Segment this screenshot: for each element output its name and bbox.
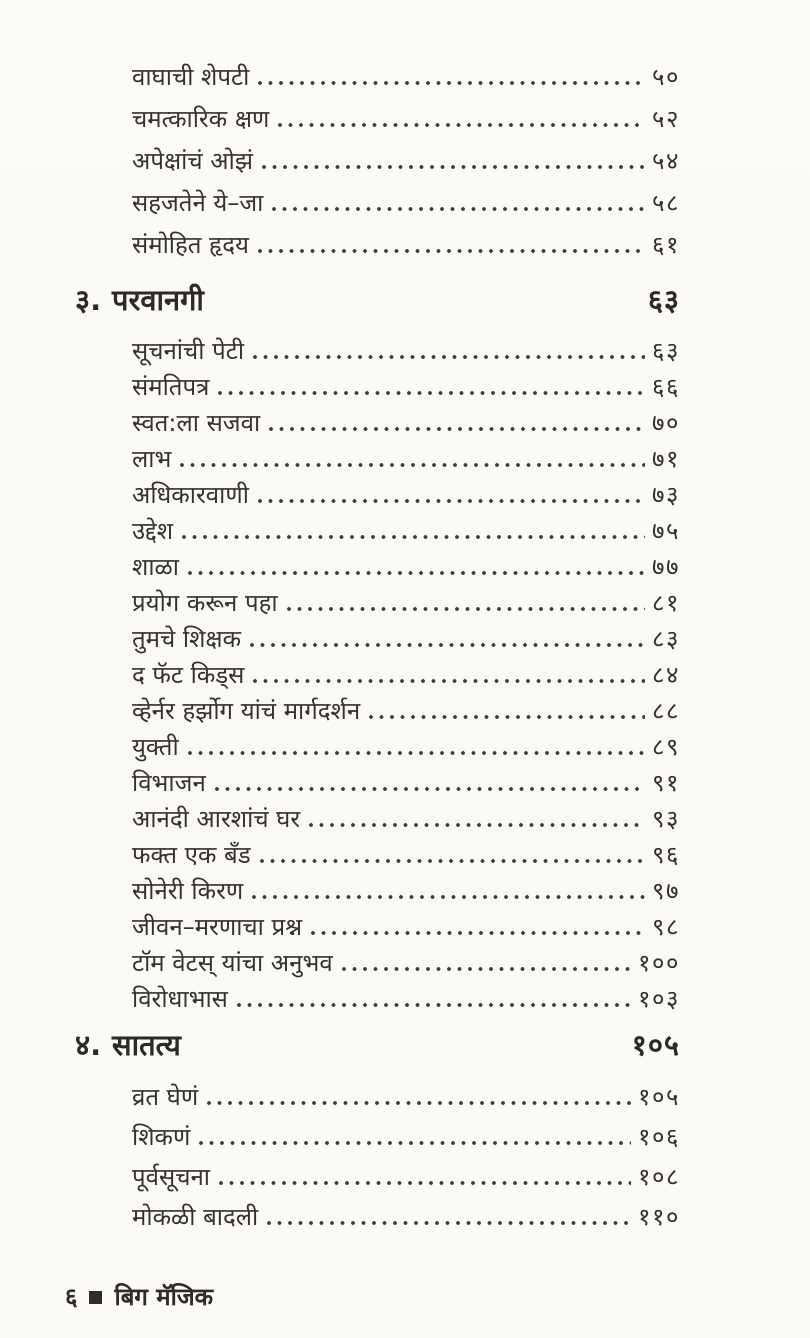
dot-leader	[250, 643, 645, 647]
page-footer	[65, 1283, 213, 1311]
toc-entry-title: पूर्वसूचना	[132, 1163, 210, 1191]
toc-entry	[132, 873, 680, 909]
toc-entry-title: व्हेर्नर हर्झोग यांचं मार्गदर्शन	[132, 697, 361, 725]
toc-entry-page-number: ७१	[652, 445, 680, 473]
dot-leader	[215, 787, 645, 791]
toc-entry-page-number: १०३	[638, 985, 680, 1013]
toc-section-entries	[132, 333, 680, 1017]
toc-entry	[132, 224, 680, 266]
toc-entry-title: वाघाची शेपटी	[132, 63, 250, 91]
toc-entry-page-number: ८३	[652, 625, 680, 653]
toc-entry	[132, 140, 680, 182]
toc-entry	[132, 1157, 680, 1197]
dot-leader	[258, 249, 645, 253]
toc-entry-page-number: ९१	[652, 769, 680, 797]
toc-entry	[132, 693, 680, 729]
toc-entry-page-number: ९७	[652, 877, 680, 905]
toc-entry-page-number: १०६	[638, 1123, 680, 1151]
dot-leader	[219, 1181, 631, 1185]
toc-entry-title: स्वत:ला सजवा	[132, 409, 261, 437]
dot-leader	[252, 895, 645, 899]
toc-entry	[132, 98, 680, 140]
chapter-page-number: ६३	[647, 283, 680, 317]
toc-entry-title: युक्ती	[132, 733, 179, 761]
dot-leader	[267, 1221, 631, 1225]
toc-entry-title: अधिकारवाणी	[132, 481, 249, 509]
dot-leader	[342, 967, 631, 971]
toc-entry-page-number: ८४	[652, 661, 680, 689]
chapter-number: ४.	[75, 1028, 102, 1062]
toc-section-entries	[132, 1077, 680, 1237]
toc-entry	[132, 1077, 680, 1117]
footer-page-number: ६	[65, 1283, 78, 1311]
dot-leader	[278, 123, 645, 127]
toc-entry-title: विरोधाभास	[132, 985, 228, 1013]
dot-leader	[369, 715, 645, 719]
toc-entry	[132, 405, 680, 441]
toc-entry	[132, 801, 680, 837]
toc-entry	[132, 549, 680, 585]
toc-entry-page-number: ५४	[652, 147, 680, 175]
toc-entry-title: शिकणं	[132, 1123, 191, 1151]
toc-entry-page-number: ७५	[652, 517, 680, 545]
toc-leading-entries	[132, 56, 680, 266]
dot-leader	[237, 1003, 631, 1007]
footer-book-title: बिग मॅजिक	[114, 1283, 214, 1311]
toc-entry-page-number: ७३	[652, 481, 680, 509]
chapter-heading	[75, 1025, 680, 1065]
dot-leader	[180, 463, 645, 467]
toc-entry-page-number: ९६	[652, 841, 680, 869]
toc-entry-title: तुमचे शिक्षक	[132, 625, 242, 653]
toc-entry-title: संमतिपत्र	[132, 373, 210, 401]
toc-entry	[132, 909, 680, 945]
toc-entry-title: टॉम वेटस् यांचा अनुभव	[132, 949, 333, 977]
dot-leader	[182, 535, 645, 539]
chapter-number: ३.	[75, 283, 102, 317]
toc-entry-page-number: ५२	[652, 105, 680, 133]
toc-entry	[132, 1117, 680, 1157]
toc-entry	[132, 945, 680, 981]
toc-entry-page-number: ७७	[652, 553, 680, 581]
toc-entry-page-number: ७०	[652, 409, 680, 437]
dot-leader	[309, 823, 645, 827]
toc-entry-title: व्रत घेणं	[132, 1083, 199, 1111]
toc-entry-page-number: ५०	[652, 63, 680, 91]
toc-entry-title: आनंदी आरशांचं घर	[132, 805, 301, 833]
toc-entry	[132, 981, 680, 1017]
toc-entry-title: जीवन–मरणाचा प्रश्न	[132, 913, 303, 941]
dot-leader	[207, 1101, 631, 1105]
dot-leader	[260, 859, 645, 863]
toc-entry-page-number: ६१	[652, 231, 680, 259]
toc-entry	[132, 369, 680, 405]
toc-entry-page-number: १०५	[638, 1083, 680, 1111]
toc-entry-page-number: ११०	[638, 1203, 680, 1231]
dot-leader	[253, 355, 645, 359]
table-of-contents	[75, 56, 680, 1237]
toc-entry	[132, 621, 680, 657]
toc-entry-title: उद्देश	[132, 517, 174, 545]
toc-entry-title: सूचनांची पेटी	[132, 337, 245, 365]
toc-entry	[132, 513, 680, 549]
toc-entry-page-number: १००	[638, 949, 680, 977]
dot-leader	[258, 499, 645, 503]
toc-entry-title: द फॅट किड्स	[132, 661, 245, 689]
square-bullet-icon	[89, 1291, 102, 1304]
toc-entry	[132, 333, 680, 369]
toc-entry-title: संमोहित हृदय	[132, 231, 249, 259]
toc-entry-page-number: ९८	[652, 913, 680, 941]
toc-entry-title: लाभ	[132, 445, 172, 473]
dot-leader	[258, 81, 645, 85]
toc-entry-title: शाळा	[132, 553, 179, 581]
toc-entry-page-number: ८१	[652, 589, 680, 617]
toc-entry-page-number: ९३	[652, 805, 680, 833]
toc-entry	[132, 182, 680, 224]
toc-entry-title: सहजतेने ये–जा	[132, 189, 264, 217]
toc-entry	[132, 765, 680, 801]
toc-entry-page-number: ६६	[652, 373, 680, 401]
toc-entry-page-number: ६३	[652, 337, 680, 365]
dot-leader	[287, 607, 645, 611]
toc-entry-page-number: ८९	[652, 733, 680, 761]
toc-entry	[132, 729, 680, 765]
toc-entry-title: अपेक्षांचं ओझं	[132, 147, 253, 175]
dot-leader	[218, 391, 645, 395]
chapter-title: परवानगी	[112, 283, 204, 317]
dot-leader	[188, 571, 645, 575]
dot-leader	[269, 427, 645, 431]
toc-entry	[132, 477, 680, 513]
toc-entry-title: प्रयोग करून पहा	[132, 589, 278, 617]
dot-leader	[188, 751, 645, 755]
toc-entry-title: सोनेरी किरण	[132, 877, 244, 905]
chapter-heading	[75, 280, 680, 320]
toc-entry	[132, 837, 680, 873]
dot-leader	[262, 165, 645, 169]
dot-leader	[253, 679, 645, 683]
toc-entry	[132, 657, 680, 693]
toc-entry-title: फक्त एक बँड	[132, 841, 251, 869]
toc-entry-page-number: १०८	[638, 1163, 680, 1191]
dot-leader	[199, 1141, 631, 1145]
chapter-page-number: १०५	[631, 1028, 680, 1062]
toc-entry-page-number: ८८	[652, 697, 680, 725]
toc-entry-page-number: ५८	[652, 189, 680, 217]
toc-entry	[132, 585, 680, 621]
toc-entry-title: मोकळी बादली	[132, 1203, 259, 1231]
toc-entry-title: विभाजन	[132, 769, 206, 797]
toc-entry	[132, 441, 680, 477]
toc-entry	[132, 1197, 680, 1237]
toc-entry-title: चमत्कारिक क्षण	[132, 105, 270, 133]
chapter-title: सातत्य	[112, 1028, 181, 1062]
dot-leader	[311, 931, 645, 935]
dot-leader	[272, 207, 645, 211]
toc-entry	[132, 56, 680, 98]
